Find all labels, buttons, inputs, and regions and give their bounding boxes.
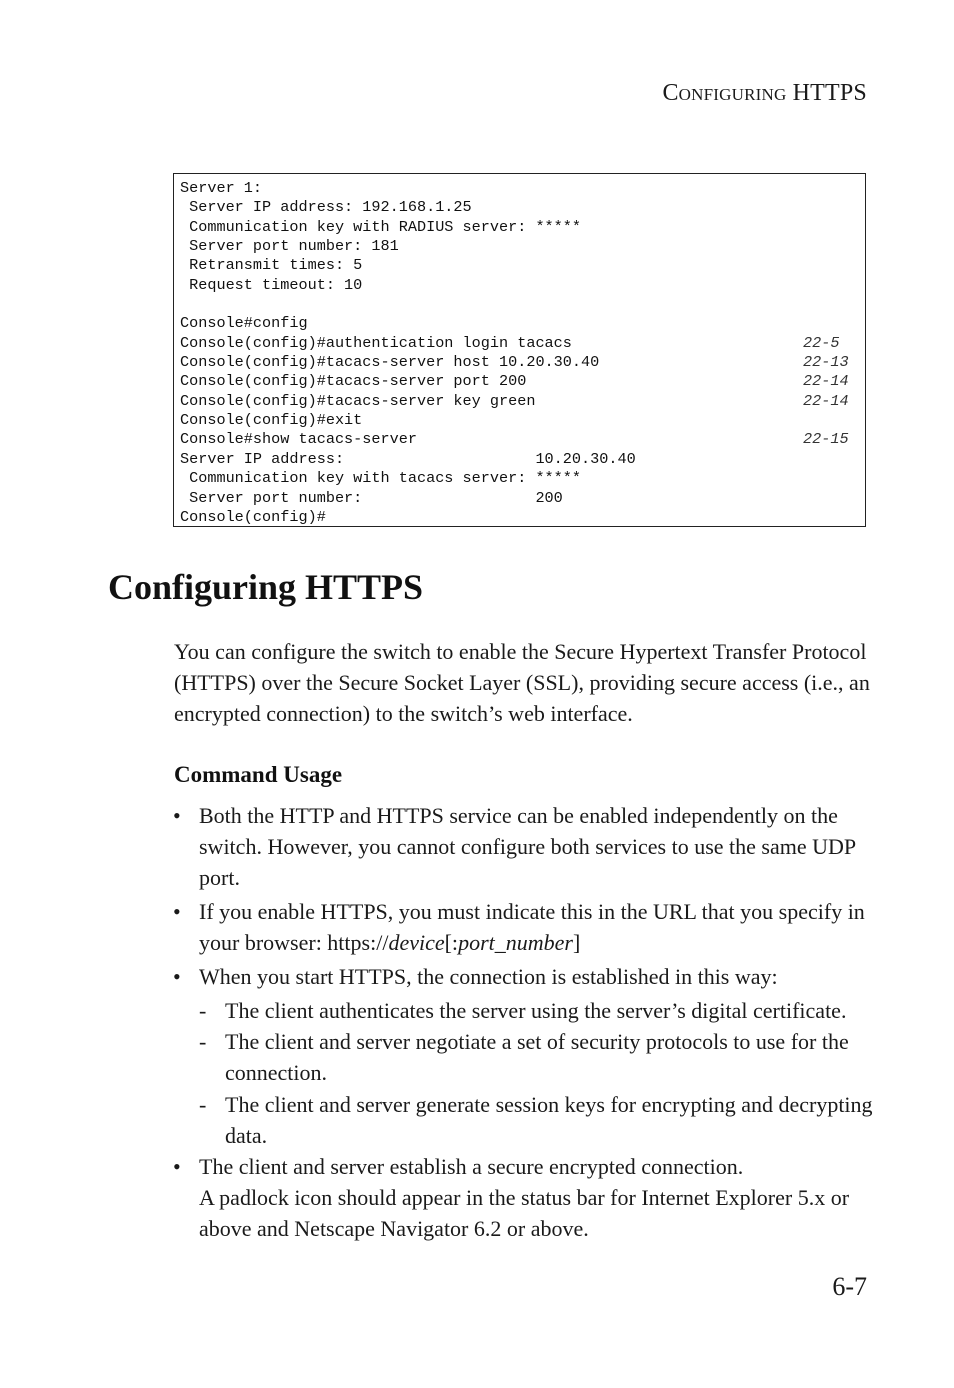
code-text: Console#show tacacs-server [180,430,417,449]
code-example-box [173,173,866,527]
code-text: Console#config [180,314,308,333]
running-header [662,80,867,107]
code-line [180,508,865,527]
code-text: Request timeout: 10 [180,275,363,294]
dash-marker: - [199,1029,207,1054]
section-title: Configuring HTTPS [108,567,424,607]
code-line [180,469,865,488]
code-text: Server port number: 181 [180,237,399,256]
code-line [180,450,865,469]
code-line [180,334,865,353]
code-text: Console(config)#authentication login tacacs [180,333,572,352]
code-text: Console(config)#tacacs-server host 10.20.30.40 [180,353,600,372]
running-header-rest: HTTPS [786,80,867,106]
code-text: Communication key with RADIUS server: ***** [180,217,582,236]
code-line [180,353,865,372]
url-device-placeholder: device [388,930,445,955]
code-line-blank [180,295,865,314]
usage-bullet [173,896,879,958]
code-text: Server IP address: 10.20.30.40 [180,449,636,468]
code-text: Server port number: 200 [180,488,563,507]
code-line [180,489,865,508]
code-text: Server 1: [180,179,263,197]
code-text: Console(config)#exit [180,411,363,430]
sub-item-text: The client and server generate session keys for encrypting and decrypting data. [225,1092,873,1148]
dash-marker: - [199,1092,207,1117]
sub-item-text: The client and server negotiate a set of security protocols to use for the connection. [225,1029,849,1085]
bullet-marker: • [173,964,181,989]
usage-bullet [173,961,879,992]
code-line [180,430,865,449]
code-text: Console(config)# [180,507,326,526]
code-line [180,256,865,275]
code-text: Console(config)#tacacs-server key green [180,391,536,410]
code-line [180,218,865,237]
url-port-placeholder: port_number [458,930,573,955]
running-header-cap: C [662,80,679,106]
section-intro: You can configure the switch to enable the Secure Hypertext Transfer Protocol (HTTPS) over the Secure Socket Layer (SSL), providing secure access (i.e., an encrypted connection) to the switch’s web interface. [174,639,870,726]
code-line [180,392,865,411]
bullet-note: A padlock icon should appear in the status bar for Internet Explorer 5.x or above and Netscape Navigator 6.2 or above. [199,1185,850,1241]
usage-bullet [173,800,879,893]
bullet-marker: • [173,803,181,828]
bullet-marker: • [173,899,181,924]
bullet-text: The client and server establish a secure encrypted connection. [199,1154,744,1179]
bullet-marker: • [173,1154,181,1179]
code-text: Retransmit times: 5 [180,256,363,275]
code-line [180,411,865,430]
code-text: Console(config)#tacacs-server port 200 [180,372,527,391]
bullet-text: If you enable HTTPS, you must indicate this in the URL that you specify in your browser: https:// [199,899,865,955]
code-page-ref: 22-14 [803,372,849,391]
url-bracket-close: ] [572,930,581,955]
bullet-text: When you start HTTPS, the connection is established in this way: [199,964,778,989]
code-page-ref: 22-13 [803,353,849,372]
url-bracket-open: [: [444,930,459,955]
code-line [180,237,865,256]
page-number: 6-7 [832,1272,867,1301]
code-line [180,372,865,391]
sub-item-text: The client authenticates the server using the server’s digital certificate. [225,998,847,1023]
dash-marker: - [199,998,207,1023]
code-line [180,314,865,333]
running-header-smallcaps: ONFIGURING [678,85,787,104]
command-usage-heading: Command Usage [174,762,343,787]
usage-sub-item [199,995,875,1026]
code-text: Server IP address: 192.168.1.25 [180,198,472,217]
usage-bullet [173,1151,879,1244]
code-line [180,198,865,217]
usage-sub-item [199,1026,875,1088]
bullet-text: Both the HTTP and HTTPS service can be enabled independently on the switch. However, you cannot configure both services to use the same UDP port. [199,803,856,890]
code-line [180,276,865,295]
code-page-ref: 22-15 [803,430,849,449]
code-text: Communication key with tacacs server: ***** [180,469,582,488]
code-page-ref: 22-5 [803,333,840,352]
usage-sub-item [199,1089,875,1151]
code-page-ref: 22-14 [803,391,849,410]
code-line [180,179,865,198]
